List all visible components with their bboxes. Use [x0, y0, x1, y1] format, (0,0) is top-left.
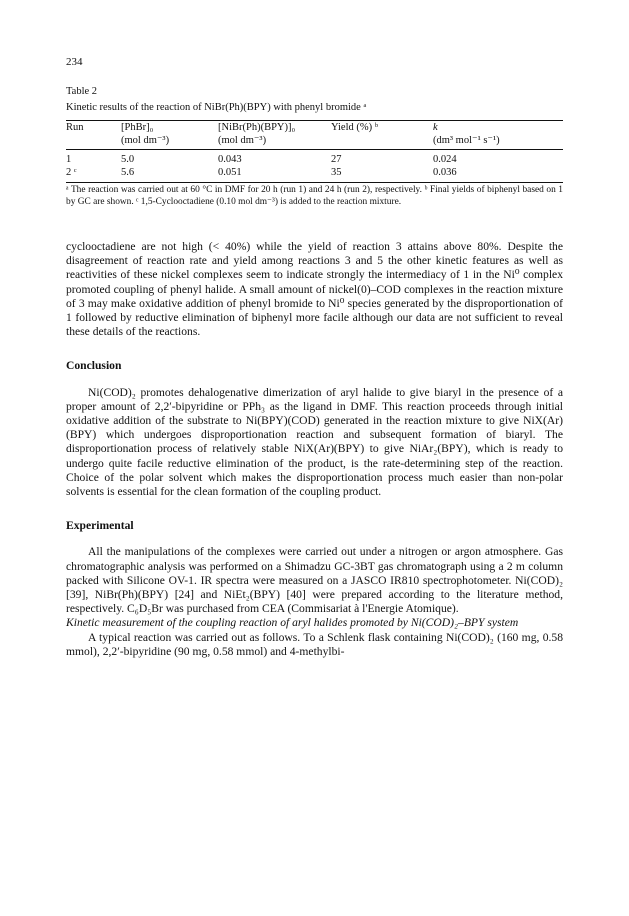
- header-phbr: [PhBr]₀ (mol dm⁻³): [121, 122, 170, 146]
- kinetic-table: [66, 85, 563, 208]
- table-caption: Kinetic results of the reaction of NiBr(Ph)(BPY) with phenyl bromide ᵃ: [66, 102, 367, 113]
- table-header-row: [66, 121, 563, 149]
- cell-k: 0.036: [433, 167, 457, 178]
- header-yield: Yield (%) ᵇ: [331, 122, 378, 133]
- header-run: Run: [66, 122, 84, 133]
- table-row: [66, 153, 563, 166]
- table-row: [66, 166, 563, 179]
- header-k: k (dm³ mol⁻¹ s⁻¹): [433, 122, 500, 146]
- cell-yield: 27: [331, 154, 342, 165]
- paragraph: All the manipulations of the complexes were carried out under a nitrogen or argon atmosphere. Gas chromatographic analysis was performed on a Shimadzu GC-3BT gas chromatograph using a 2 m column packed with Silicone OV-1. IR spectra were measured on a JASCO IR810 spectrophotometer. Ni(COD)₂ [39], NiBr(Ph)(BPY) [24] and NiEt₂(BPY) [40] were prepared according to the literature method, respectively. C₆D₅Br was purchased from CEA (Commisariat à l'Energie Atomique).: [66, 545, 563, 616]
- paragraph: A typical reaction was carried out as follows. To a Schlenk flask containing Ni(COD)₂ (160 mg, 0.58 mmol), 2,2′-bipyridine (90 mg, 0.58 mmol) and 4-methylbi-: [66, 630, 563, 658]
- cell-run: 1: [66, 154, 72, 165]
- page-number: 234: [66, 56, 83, 68]
- cell-yield: 35: [331, 167, 342, 178]
- cell-ni-conc: 0.043: [218, 154, 242, 165]
- header-ni-conc: [NiBr(Ph)(BPY)]₀ (mol dm⁻³): [218, 122, 296, 146]
- article-body: [66, 240, 563, 659]
- cell-ni-conc: 0.051: [218, 167, 242, 178]
- cell-run: 2 ᶜ: [66, 167, 77, 178]
- cell-phbr: 5.0: [121, 154, 135, 165]
- cell-k: 0.024: [433, 154, 457, 165]
- table-label: Table 2: [66, 86, 98, 97]
- subsection-heading: Kinetic measurement of the coupling reaction of aryl halides promoted by Ni(COD)₂–BPY system: [66, 616, 519, 630]
- table-footnote: ᵃ The reaction was carried out at 60 °C in DMF for 20 h (run 1) and 24 h (run 2), respectively. ᵇ Final yields of biphenyl based on 1 by GC are shown. ᶜ 1,5-Cyclooctadiene (0.10 mol dm⁻³) is added to the reaction mixture.: [66, 185, 563, 207]
- paragraph: cyclooctadiene are not high (< 40%) while the yield of reaction 3 attains above 80%. Despite the disagreement of reaction rate and yield among reactions 3 and 5 the other kinetic features as well as reactivities of these nickel complexes seem to indicate strongly the intermediacy of 1 in the Ni⁰ complex promoted coupling of phenyl halide. A small amount of nickel(0)–COD complexes in the reaction mixture of 3 may make oxidative addition of phenyl bromide to Ni⁰ species generated by the disproportionation of 1 followed by reductive elimination of biphenyl more facile although our data are not sufficient to reveal these details of the reactions.: [66, 240, 563, 339]
- paragraph: Ni(COD)₂ promotes dehalogenative dimerization of aryl halide to give biaryl in the presence of a proper amount of 2,2′-bipyridine or PPh₃ as the ligand in DMF. This reaction proceeds through initial oxidative addition of the substrate to Ni(BPY)(COD) generated in the reaction mixture to give NiX(Ar)(BPY) which undergoes disproportionation reaction and subsequent formation of biaryl. The disproportionation process of relatively stable NiX(Ar)(BPY) to give NiAr₂(BPY), which is ready to undergo quite facile reductive elimination of the product, is the rate-determining step of the reaction. Choice of the polar solvent which makes the disproportionation process much easier than non-polar solvents is essential for the clean formation of the coupling product.: [66, 385, 563, 499]
- section-heading-experimental: Experimental: [66, 519, 134, 533]
- table-body: [66, 150, 563, 182]
- section-heading-conclusion: Conclusion: [66, 359, 122, 373]
- cell-phbr: 5.6: [121, 167, 135, 178]
- table-bottom-rule: [66, 182, 563, 183]
